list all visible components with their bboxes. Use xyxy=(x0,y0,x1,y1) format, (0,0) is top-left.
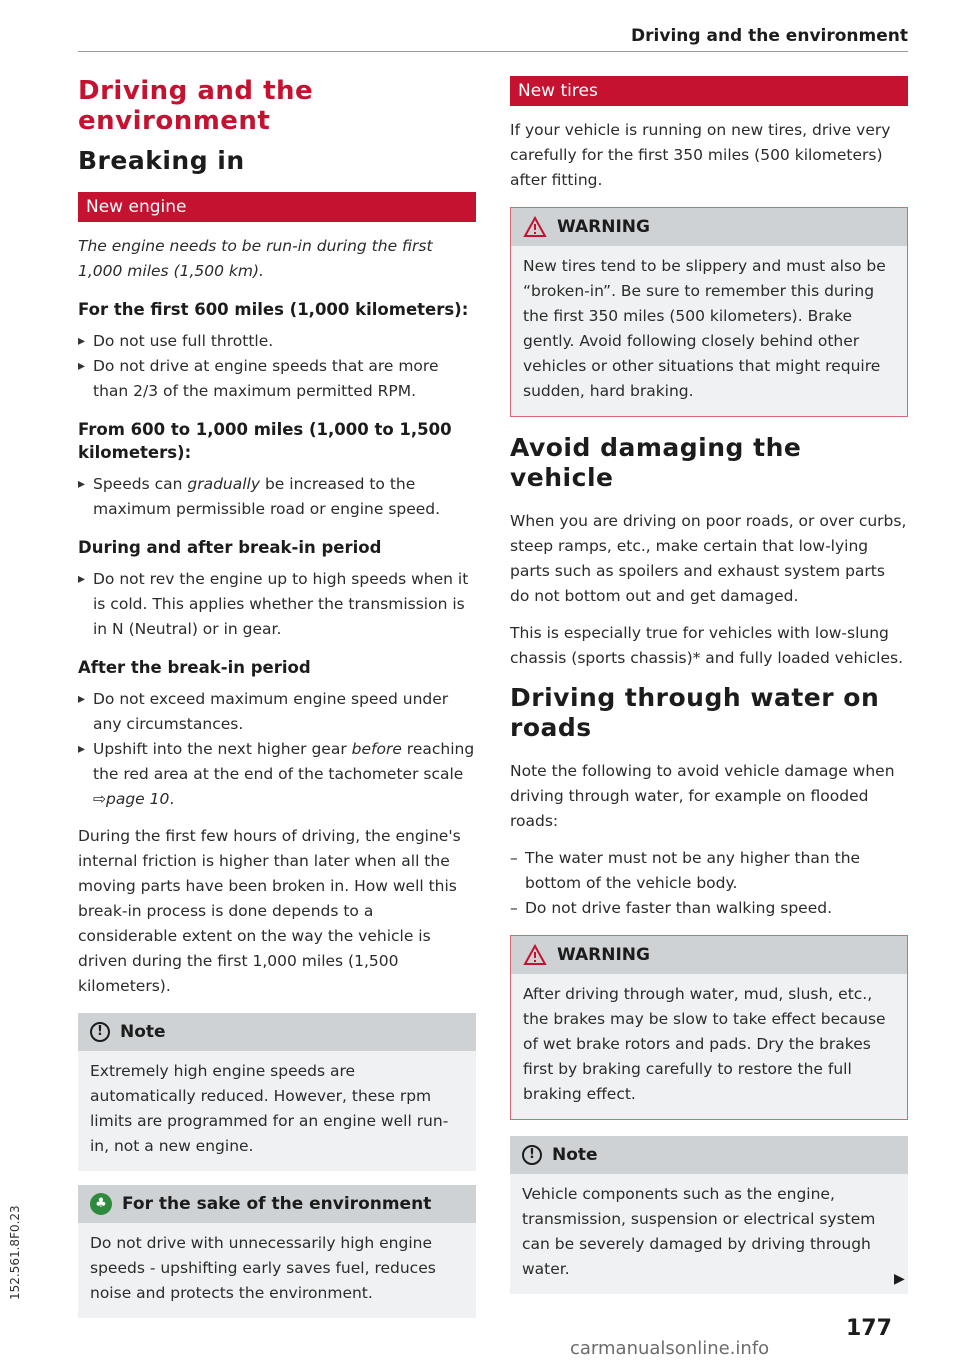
avoid-damage-p1: When you are driving on poor roads, or over curbs, steep ramps, etc., make certain that low-lying parts such as spoilers and exhaust system parts do not bottom out and get damaged. xyxy=(510,512,907,605)
during-list xyxy=(78,567,476,642)
note-header xyxy=(510,1136,908,1174)
side-code: 152.561.8F0.23 xyxy=(8,1205,22,1300)
warning-title: WARNING xyxy=(557,217,650,237)
new-engine-bar: New engine xyxy=(78,192,476,222)
during-heading: During and after break-in period xyxy=(78,538,382,557)
note-icon: ! xyxy=(90,1022,110,1042)
page-reference-link[interactable]: page 10 xyxy=(106,790,170,808)
warning-body xyxy=(511,974,907,1119)
environment-text: Do not drive with unnecessarily high engine speeds - upshifting early saves fuel, reduces noise and protects the environment. xyxy=(90,1234,436,1302)
page-number: 177 xyxy=(846,1316,892,1341)
text-run: Upshift into the next higher gear xyxy=(93,740,352,758)
note-text: Extremely high engine speeds are automatically reduced. However, these rpm limits are programmed for an engine well run-in, not a new engine. xyxy=(90,1062,449,1155)
list-item: – Do not drive faster than walking speed. xyxy=(510,896,908,921)
new-tires-text: If your vehicle is running on new tires, drive very carefully for the first 350 miles (500 kilometers) after fitting. xyxy=(510,121,891,189)
break-in-paragraph: During the first few hours of driving, the engine's internal friction is higher than later when all the moving parts have been broken in. How well this break-in process is done depends to a considerable extent on the way the vehicle is driven during the first 1,000 miles (1,500 kilometers). xyxy=(78,827,461,995)
warning-box xyxy=(510,935,908,1120)
list-item: ▸ Do not use full throttle. xyxy=(78,329,476,354)
warning-header xyxy=(511,208,907,246)
note-text: Vehicle components such as the engine, transmission, suspension or electrical system can be severely damaged by driving through water. xyxy=(522,1185,876,1278)
warning-triangle-icon xyxy=(523,944,547,966)
warning-header xyxy=(511,936,907,974)
list-item: ▸ Do not exceed maximum engine speed under any circumstances. xyxy=(78,687,476,737)
continue-arrow-icon: ▶ xyxy=(894,1271,905,1287)
text-run: reaching the red area at the end of the tachometer scale xyxy=(93,740,475,783)
emphasis: before xyxy=(351,740,402,758)
from-600-heading: From 600 to 1,000 miles (1,000 to 1,500 kilometers): xyxy=(78,420,452,462)
note-box xyxy=(78,1013,476,1171)
water-title: Driving through water on roads xyxy=(510,683,880,742)
section-title: Breaking in xyxy=(78,146,245,175)
environment-title: For the sake of the environment xyxy=(122,1194,432,1214)
after-list xyxy=(78,687,476,812)
arrow-right-icon: ⇨ xyxy=(93,790,106,808)
text-run: . xyxy=(169,790,175,808)
note-body xyxy=(510,1174,908,1294)
from-600-list xyxy=(78,472,476,522)
chapter-title: Driving and the environment xyxy=(78,76,314,136)
emphasis: gradually xyxy=(187,475,261,493)
new-engine-intro: The engine needs to be run-in during the first 1,000 miles (1,500 km). xyxy=(78,237,433,280)
header-rule xyxy=(78,51,908,52)
environment-box xyxy=(78,1185,476,1318)
first-600-list xyxy=(78,329,476,404)
warning-box xyxy=(510,207,908,417)
environment-header xyxy=(78,1185,476,1223)
water-list xyxy=(510,846,908,921)
environment-body xyxy=(78,1223,476,1318)
list-item xyxy=(78,472,476,522)
note-title: Note xyxy=(120,1022,166,1042)
list-item: ▸ Do not drive at engine speeds that are more than 2/3 of the maximum permitted RPM. xyxy=(78,354,476,404)
note-title: Note xyxy=(552,1145,598,1165)
watermark: carmanualsonline.info xyxy=(570,1338,770,1359)
after-heading: After the break-in period xyxy=(78,658,311,677)
right-column xyxy=(510,76,908,1304)
note-box xyxy=(510,1136,908,1294)
list-item xyxy=(78,737,476,812)
list-item: ▸ Do not rev the engine up to high speeds when it is cold. This applies whether the transmission is in N (Neutral) or in gear. xyxy=(78,567,476,642)
note-body xyxy=(78,1051,476,1171)
water-intro: Note the following to avoid vehicle damage when driving through water, for example on flooded roads: xyxy=(510,762,895,830)
text-run: be increased to the maximum permissible road or engine speed. xyxy=(93,475,441,518)
first-600-heading: For the first 600 miles (1,000 kilometers): xyxy=(78,300,469,319)
warning-text: After driving through water, mud, slush, etc., the brakes may be slow to take effect because of wet brake rotors and pads. Dry the brakes first by braking carefully to restore the full braking effect. xyxy=(523,985,886,1103)
avoid-damage-p2: This is especially true for vehicles with low-slung chassis (sports chassis)* and fully loaded vehicles. xyxy=(510,624,904,667)
new-tires-bar: New tires xyxy=(510,76,908,106)
left-column xyxy=(78,72,476,1328)
warning-title: WARNING xyxy=(557,945,650,965)
text-run: Speeds can xyxy=(93,475,188,493)
running-head: Driving and the environment xyxy=(631,26,908,46)
note-icon: ! xyxy=(522,1145,542,1165)
warning-triangle-icon xyxy=(523,216,547,238)
warning-body xyxy=(511,246,907,416)
leaf-icon: ♣ xyxy=(90,1193,112,1215)
note-header xyxy=(78,1013,476,1051)
list-item: – The water must not be any higher than the bottom of the vehicle body. xyxy=(510,846,908,896)
avoid-damage-title: Avoid damaging the vehicle xyxy=(510,433,802,492)
warning-text: New tires tend to be slippery and must also be “broken-in”. Be sure to remember this during the first 350 miles (500 kilometers). Brake gently. Avoid following closely behind other vehicles or other situations that might require sudden, hard braking. xyxy=(523,257,886,400)
